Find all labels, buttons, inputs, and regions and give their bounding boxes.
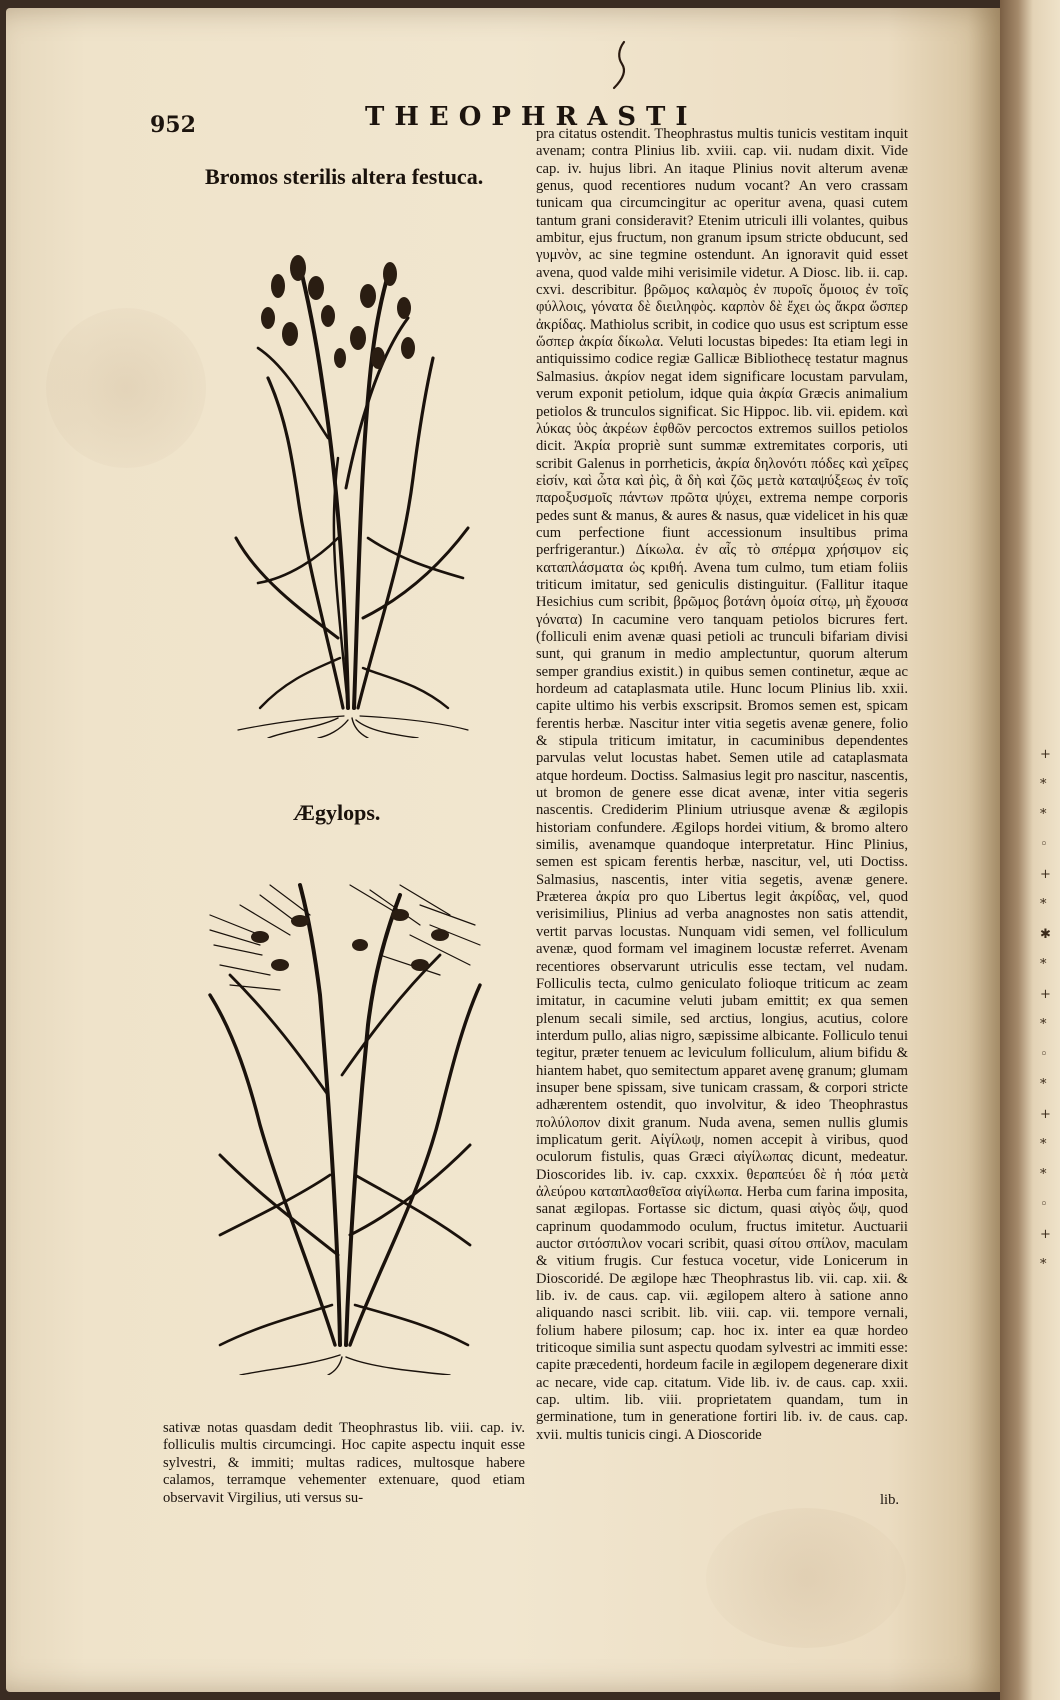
page-number: 952 [150, 112, 196, 138]
figure-caption-bromos: Bromos sterilis altera festuca. [205, 164, 484, 189]
right-column-paragraph: pra citatus ostendit. Theophrastus multis tunicis vestitam inquit avenam; contra Plinius lib. xviii. cap. vii. nudam dixit. Vide cap. iv. hujus libri. An itaque Plinius novit alterum avenæ genus, quod recentiores nudum vocant? An vero crassam tunicam qua circumcingitur ac operitur avena, quasi cutem tantum grani consideravit? Etenim utriculi illi volantes, quibus ambitur, ejus fructum, non granum ipsum stricte obducunt, sed γυμνὸν, ac sine tegmine ostendunt. An ignoravit quid esset avena, quod valde mihi verisimile videtur. A Diosc. lib. ii. cap. cxvi. describitur. βρῶμος καλαμὸς ἐν πυροῖς ὅμοιος ἐν τοῖς φύλλοις, γόνατα δὲ διειληφὸς. καρπὸν δὲ ἔχει ὡς ἄκρα ὥσπερ ἀκρίδας. Mathiolus scribit, in codice quo usus est scriptum esse ὥσπερ ἀκρία δίκωλα. Veluti locustas bipedes: Ita etiam legi in antiquissimo codice regiæ Gallicæ Bibliothecę testatur magnus Salmasius. ἀκρίον negat idem significare locustam parvulam, verum exponit petiolum, idque quia ἀκρία Græcis animalium petiolos & trunculos significat. Sic Hippoc. lib. vii. epidem. καὶ λύκας ὑὸς ἀκρέων ἑφθῶν percoctos extremos suillos petiolos dicit. Ἀκρία propriè sunt summæ extremitates corporis, uti scribit Galenus in porrheticis, ἀκρία δηλονότι πόδες καὶ χεῖρες εἰσίν, καὶ ὦτα καὶ ῥὶς, ἃ δὴ καὶ ζῶς μετὰ καταψύξεως ἐν τοῖς παροξυσμοῖς πάντων πρῶτα ψύχει, extrema nempe corporis pedes sunt & manus, & aures & nasus, quæ videlicet in his quæ cum perfectione fiunt accessionum insultibus prima perfrigerantur.) Δίκωλα. ἐν αἷς τὸ σπέρμα χρήσιμον εἰς καταπλάσματα ὡς κριθή. Avena tum culmo, tum etiam foliis triticum imitatur, sed geniculis distinguitur. (Fallitur itaque Hesichius cum scribit, βρῶμος βοτάνη ὁμοία σίτῳ, μὴ ἔχουσα γόνατα) In cacumine vero tanquam petiolos bicrures fert. (folliculi enim avenæ quasi petioli ac trunculi bifariam divisi sunt, qui granum in medio amplectuntur, quorum alterum semper grandius existit.) in quibus semen continetur, æque ac hordeum ad cataplasmata utile. Hunc locum Plinius lib. xxii. capite ultimo his verbis exscripsit. Bromos semen est, spicam ferentis herbæ. Nascitur inter vitia segetis avenæ genere, folio & stipula triticum imitatur, in cacuminibus dependentes parvulas velut locustas habet. Semen utile ad cataplasmata atque hordeum. Doctiss. Salmasius legit pro nascitur, nascentis, ut bromon de genere esse dicat avenæ, inter vitia segeris nascentis. Crediderim Plinium utriusque avenæ & ægilopis historiam confundere. Ægilops hordei vitium, & bromo altero similis, avenamque quandoque interpretatur. Hinc Plinius, semen est spicam ferentis herbæ, nascitur, vel, uti Doctiss. Salmasius, nascentis, inter vitia segetis, avenæ genere. Præterea ἀκρία pro quo Libertus legit ἀκρίδας, vel, quod verisimilius, Plinius ad verba anagnostes non satis attendit, vertit parvas locustas. Nunquam vidi semen, vel folliculum avenæ, quod formam vel imaginem locustæ referret. Avenam recentiores observarunt utriculis esse tectam, vel nudam. Folliculis tecta, culmo geniculato folioque triticum ac zeam imitatur, in cacumine veluti jubam emittit; ex qua semen plenum secali simile, sed arctius, longius, acutius, colore interdum pullo, alias nigro, sæpissime albicante. Folliculo tenui tegitur, præter tenuem ac leviculum folliculum, alium bifidu & hiantem habet, quo semitectum apparet avenę granum; glumam insuper bene spissam, sive tunicam crassam, & corpori stricte adhærentem ostendit, quo involvitur, & ideo Theophrastus πολύλοπον dixit granum. Nuda avena, semen nullis glumis implicatum gerit. Αἰγίλωψ, nomen accepit à viribus, quod oculorum fistulis, quas Græci αἰγίλωπας dicunt, medeatur. Dioscorides lib. iv. cap. cxxxix. θεραπεύει δὲ ἡ πόα μετὰ ἀλεύρου καταπλασθεῖσα αἰγίλωπα. Herba cum farina imposita, sanat ægilopas. Fortasse sic dictum, quasi αἰγὸς ὤψ, quod caprinum quodammodo oculum, fructus imitetur. Auctuarii auctor σιτόσπιλον vocari scribit, quasi σίτου σπίλον, maculam & vitium frugis. Cur festuca vocetur, vide Lonicerum in Dioscoridé. De ægilope hæc Theophrastus lib. vii. cap. xii. & lib. iv. de caus. cap. vii. ægilopem altero à satione anno aliquando nasci scribit. lib. viii. cap. vii. tempore vernali, folium habere pilosum; cap. hoc ix. inter ea quæ hordeo triticoque similia sunt aspectu quodam sylvestri ac immiti esse: capite præcedenti, hordeum facile in ægilopem degenerare dixit ac necare, vide cap. citatum. Vide lib. iv. de caus. cap. xxii. cap. ultim. lib. viii. proprietatem quandam, tum in germinatione, tum in generatione fortiri lib. iv. de caus. cap. xvii. multis tunicis cingi. A Dioscoride [536, 126, 908, 1443]
figure-caption-aegylops: Ægylops. [293, 800, 381, 825]
catchword: lib. [880, 1492, 900, 1508]
left-bottom-paragraph: sativæ notas quasdam dedit Theophrastus lib. viii. cap. iv. folliculis multis circumcingi. Hoc capite aspectu inquit esse sylvestri, & immiti; multas radices, multosque habere calamos, terramque vehementer extenuare, quod etiam observavit Virgilius, uti versus su- [163, 1420, 525, 1506]
right-column-text [536, 126, 908, 1444]
left-bottom-text [163, 1420, 525, 1507]
bromos-woodcut-illustration [228, 238, 478, 738]
handwritten-mark [608, 40, 638, 98]
next-page-edge: + * * ◦ + * ✱ * + * ◦ * + * * ◦ + * [1040, 747, 1051, 1272]
aegylops-woodcut-illustration [200, 875, 485, 1375]
running-head: THEOPHRASTI [365, 102, 698, 132]
